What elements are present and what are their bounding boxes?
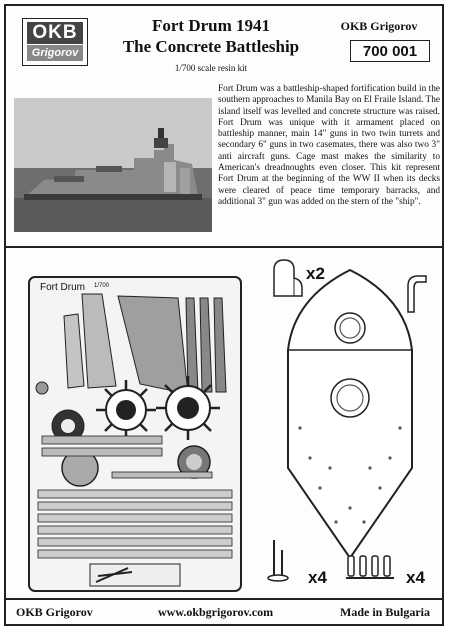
logo-top-text: OKB xyxy=(27,22,83,44)
page-title: Fort Drum 1941 xyxy=(151,16,271,35)
hull-plan-drawing xyxy=(270,258,436,574)
gun-parts-drawing xyxy=(344,552,404,586)
guns-quantity: x4 xyxy=(406,568,425,587)
fort-photo-image xyxy=(14,98,212,232)
photo-etch-fret xyxy=(28,276,242,592)
maker-name: OKB Grigorov xyxy=(340,19,418,33)
section-divider xyxy=(6,246,442,248)
mast-drawing xyxy=(264,536,304,584)
instruction-sheet xyxy=(4,4,444,626)
footer-origin: Made in Bulgaria xyxy=(340,605,431,619)
mast-quantity: x4 xyxy=(308,568,327,587)
product-code: 700 001 xyxy=(350,40,430,62)
fret-scale: 1/700 xyxy=(94,283,110,289)
fret-title: Fort Drum xyxy=(40,282,85,293)
turret-quantity: x2 xyxy=(306,264,325,283)
header xyxy=(6,6,442,82)
scale-label: 1/700 scale resin kit xyxy=(174,63,248,73)
page-subtitle-title: The Concrete Battleship xyxy=(122,37,300,56)
brand-logo xyxy=(22,18,88,66)
footer-website[interactable]: www.okbgrigorov.com xyxy=(158,605,274,619)
footer xyxy=(6,598,442,624)
footer-maker: OKB Grigorov xyxy=(16,605,93,619)
fort-photo xyxy=(14,98,212,232)
logo-bottom-text: Grigorov xyxy=(27,45,83,61)
description-text: Fort Drum was a battleship-shaped fortification build in the southern approaches to Manila Bay on El Fraile Island. The island itself was levelled and concrete structure was raised. Fort Drum was unique with it armament placed on battleship manner, main 14" guns in two twin turrets and secondary 6" guns in two casemates, there was also two 3" anti aircraft guns. Cage mast makes the similarity to American's dreadnoughts even closer. This kit represent Fort Drum at the beginning of the WW II when its decks were cleared of peace time temporary barracks, and additional 3" gun was added on the stern of the "ship". xyxy=(218,84,440,207)
